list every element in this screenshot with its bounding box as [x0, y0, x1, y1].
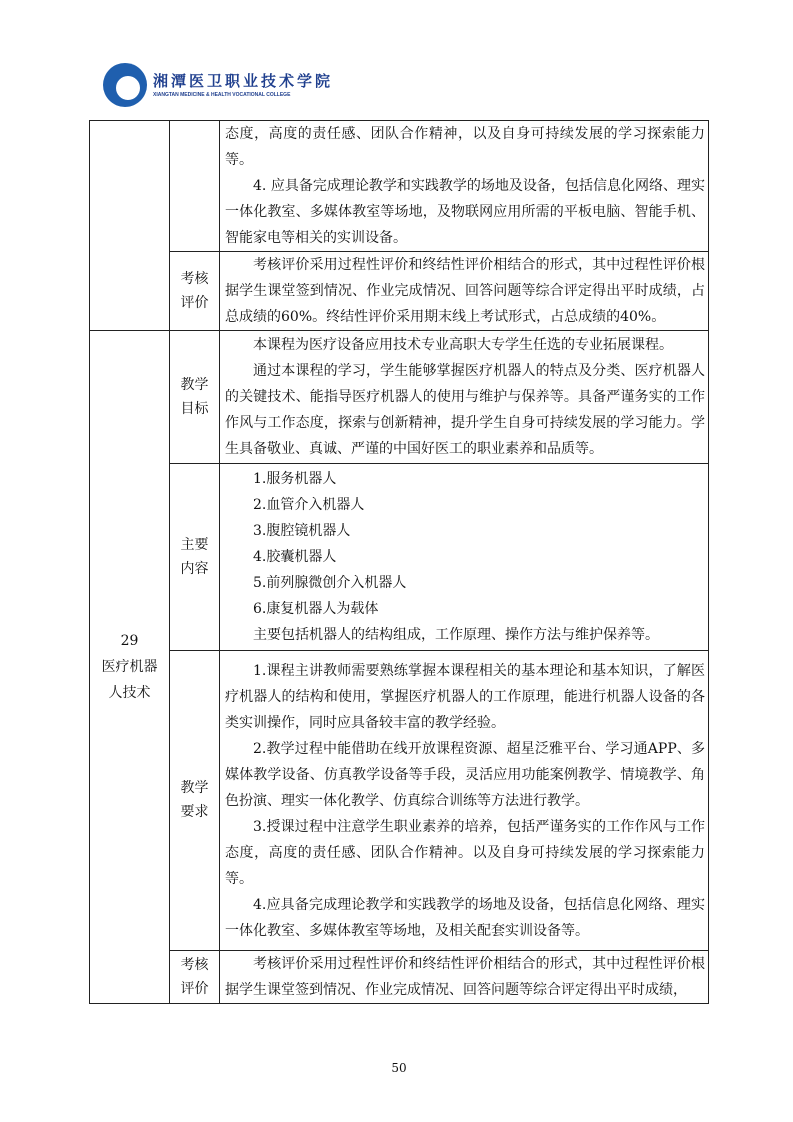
logo-en: XIANGTAN MEDICINE & HEALTH VOCATIONAL COLLEGE	[153, 92, 291, 98]
goal-label: 教学目标	[180, 376, 209, 417]
content-item: 4.胶囊机器人	[253, 549, 337, 565]
content-item: 6.康复机器人为载体	[253, 601, 379, 617]
prev-req-label-cell	[170, 121, 220, 252]
logo-cn: 湘潭医卫职业技术学院	[153, 72, 334, 90]
course-name: 医疗机器人技术	[101, 659, 158, 701]
content-item: 3.腹腔镜机器人	[253, 523, 351, 539]
content-item: 5.前列腺微创介入机器人	[253, 575, 407, 591]
page-number: 50	[391, 1061, 407, 1075]
prev-course-cell	[90, 121, 170, 331]
req-item: 3.授课过程中注意学生职业素养的培养，包括严谨务实的工作作风与工作态度，高度的责任感、团队合作精神。以及自身可持续发展的学习探索能力等。	[225, 818, 705, 887]
req-label: 教学要求	[180, 780, 209, 820]
college-seal-icon	[103, 63, 147, 107]
eval-label: 考核评价	[180, 956, 209, 997]
content-item: 主要包括机器人的结构组成，工作原理、操作方法与维护保养等。	[253, 627, 659, 643]
eval-label: 考核评价	[180, 270, 209, 311]
text: 4. 应具备完成理论教学和实践教学的场地及设备，包括信息化网络、理实一体化教室、多媒体教室等场地，及物联网应用所需的平板电脑、智能手机、智能家电等相关的实训设备。	[225, 178, 705, 246]
eval-text: 考核评价采用过程性评价和终结性评价相结合的形式，其中过程性评价根据学生课堂签到情况、作业完成情况、回答问题等综合评定得出平时成绩，占总成绩的60%。终结性评价采用期末线上考试形式，占总成绩的40%。	[225, 257, 705, 325]
course-name-cell	[90, 331, 170, 1004]
req-item: 2.教学过程中能借助在线开放课程资源、超星泛雅平台、学习通APP、多媒体教学设备、仿真教学设备等手段，灵活应用功能案例教学、情境教学、角色扮演、理实一体化教学、仿真综合训练等方法进行教学。	[225, 740, 705, 809]
eval-text: 考核评价采用过程性评价和终结性评价相结合的形式，其中过程性评价根据学生课堂签到情况、作业完成情况、回答问题等综合评定得出平时成绩，	[225, 956, 705, 998]
req-item: 1.课程主讲教师需要熟练掌握本课程相关的基本理论和基本知识，了解医疗机器人的结构和使用，掌握医疗机器人的工作原理，能进行机器人设备的各类实训操作，同时应具备较丰富的教学经验。	[225, 662, 705, 731]
content-item: 1.服务机器人	[253, 471, 337, 487]
page-body	[89, 120, 709, 1076]
prev-req-cell	[220, 121, 709, 252]
college-logo	[103, 63, 333, 107]
content-label: 主要内容	[180, 536, 209, 577]
goal-text: 通过本课程的学习，学生能够掌握医疗机器人的特点及分类、医疗机器人的关键技术、能指导医疗机器人的使用与维护与保养等。具备严谨务实的工作作风与工作态度，探索与创新精神，提升学生自身可持续发展的学习能力。学生具备敬业、真诚、严谨的中国好医工的职业素养和品质等。	[225, 363, 705, 457]
req-item: 4.应具备完成理论教学和实践教学的场地及设备，包括信息化网络、理实一体化教室、多媒体教室等场地，及相关配套实训设备等。	[225, 896, 705, 939]
content-item: 2.血管介入机器人	[253, 497, 365, 513]
course-table	[89, 120, 709, 1004]
goal-text: 本课程为医疗设备应用技术专业高职大专学生任选的专业拓展课程。	[253, 337, 673, 353]
text: 态度，高度的责任感、团队合作精神，以及自身可持续发展的学习探索能力等。	[225, 126, 705, 168]
course-number: 29	[120, 633, 139, 649]
